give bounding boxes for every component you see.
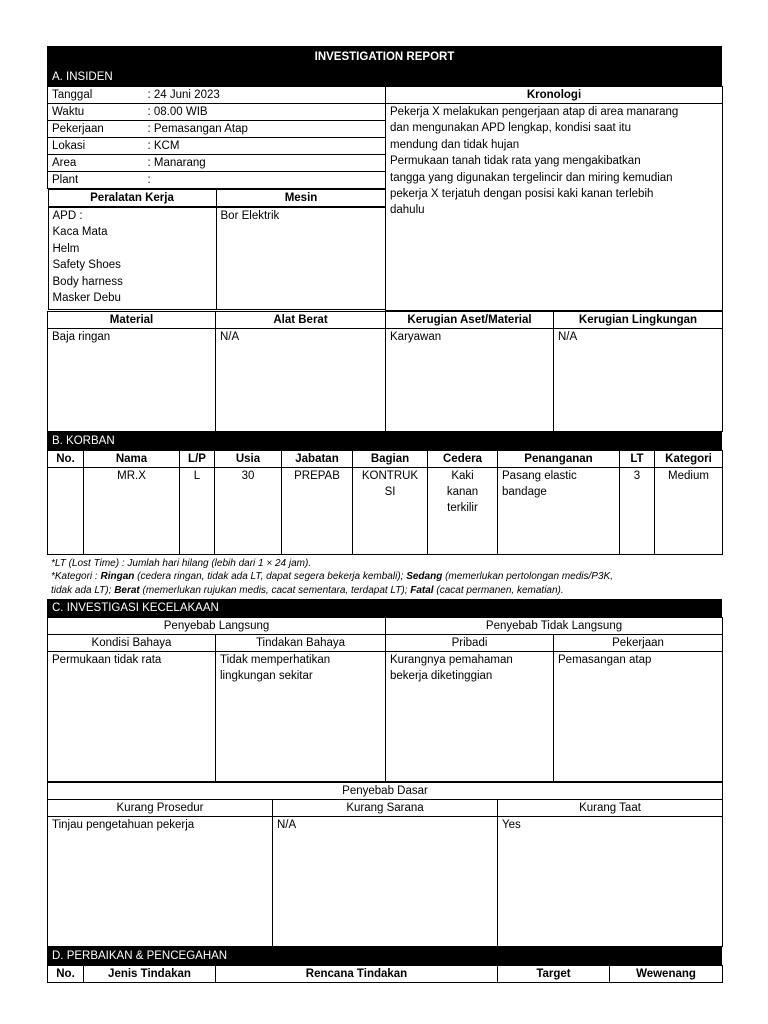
perbaikan-header-target: Target: [498, 966, 610, 983]
value-pribadi: [386, 652, 554, 782]
sub-header-kondisi-bahaya: Kondisi Bahaya: [48, 635, 216, 652]
section-d-header: D. PERBAIKAN & PENCEGAHAN: [48, 948, 722, 965]
value-kurang-prosedur: Tinjau pengetahuan pekerja: [48, 817, 273, 947]
korban-penanganan-line: Pasang elastic: [502, 469, 577, 482]
peralatan-list: [48, 208, 216, 310]
sub-header-pekerjaan: Pekerjaan: [554, 635, 723, 652]
korban-header-bagian: Bagian: [353, 450, 428, 467]
value-kondisi-bahaya: [48, 652, 216, 782]
korban-penanganan: [498, 467, 620, 554]
section-a-header: A. INSIDEN: [48, 69, 722, 86]
section-c-header: C. INVESTIGASI KECELAKAAN: [48, 600, 722, 617]
section-d-bar: [47, 947, 722, 965]
korban-bagian-line: KONTRUK: [361, 469, 419, 482]
value-line: Permukaan tidak rata: [52, 654, 162, 666]
value-kurang-taat: Yes: [498, 817, 723, 947]
peralatan-item: Body harness: [52, 275, 123, 288]
mesin-header: Mesin: [216, 190, 386, 207]
insiden-table: [47, 86, 723, 311]
korban-cedera: [428, 467, 498, 554]
loss-value-aset: Karyawan: [386, 328, 554, 431]
korban-no: [48, 467, 84, 554]
peralatan-item: Masker Debu: [52, 292, 121, 305]
loss-value-lingkungan: N/A: [554, 328, 723, 431]
loss-table: [47, 311, 723, 432]
field-value-plant: :: [144, 172, 386, 189]
note-kategori: [51, 570, 718, 584]
field-label-area: Area: [48, 155, 144, 172]
section-c-bar: [47, 599, 722, 617]
korban-notes: [47, 555, 722, 600]
table-row: [48, 467, 723, 554]
value-kurang-sarana: N/A: [273, 817, 498, 947]
mesin-value: Bor Elektrik: [216, 208, 386, 310]
penyebab-langsung-header: Penyebab Langsung: [48, 618, 386, 635]
korban-usia: 30: [215, 467, 282, 554]
korban-header-lt: LT: [620, 450, 655, 467]
field-value-lokasi: : KCM: [144, 138, 386, 155]
korban-lp: L: [180, 467, 215, 554]
kronologi-line: dahulu: [390, 204, 425, 217]
korban-header-nama: Nama: [84, 450, 180, 467]
field-label-waktu: Waktu: [48, 104, 144, 121]
value-line: Tidak memperhatikan: [220, 654, 331, 666]
korban-jabatan: PREPAB: [282, 467, 353, 554]
note-berat: Berat: [114, 584, 140, 596]
perbaikan-header-jenis: Jenis Tindakan: [84, 966, 216, 983]
loss-header-alat-berat: Alat Berat: [216, 311, 386, 328]
field-value-pekerjaan: : Pemasangan Atap: [144, 121, 386, 138]
note-kategori-line2: [51, 584, 718, 598]
korban-header-kategori: Kategori: [655, 450, 723, 467]
penyebab-dasar-table: [47, 782, 723, 947]
field-label-plant: Plant: [48, 172, 144, 189]
field-label-lokasi: Lokasi: [48, 138, 144, 155]
sub-header-pribadi: Pribadi: [386, 635, 554, 652]
note-fatal-desc: (cacat permanen, kematian).: [433, 584, 564, 596]
korban-bagian: [353, 467, 428, 554]
field-label-tanggal: Tanggal: [48, 87, 144, 104]
perbaikan-header-rencana: Rencana Tindakan: [216, 966, 498, 983]
korban-header-penanganan: Penanganan: [498, 450, 620, 467]
penyebab-dasar-header: Penyebab Dasar: [48, 783, 723, 800]
korban-cedera-line: kanan: [446, 485, 479, 498]
kronologi-header: Kronologi: [386, 87, 723, 104]
penyebab-tidak-langsung-header: Penyebab Tidak Langsung: [386, 618, 723, 635]
kronologi-line: tangga yang digunakan tergelincir dan miring kemudian: [390, 171, 673, 184]
loss-header-aset: Kerugian Aset/Material: [386, 311, 554, 328]
korban-kategori: Medium: [655, 467, 723, 554]
field-value-waktu: : 08.00 WIB: [144, 104, 386, 121]
peralatan-item: Kaca Mata: [52, 226, 108, 239]
korban-cedera-line: terkilir: [447, 502, 478, 515]
note-berat-desc: (memerlukan rujukan medis, cacat sementara, terdapat LT);: [139, 584, 411, 596]
value-pekerjaan: [554, 652, 723, 782]
sub-header-kurang-taat: Kurang Taat: [498, 800, 723, 817]
note-sedang-desc: (memerlukan pertolongan medis/P3K,: [442, 571, 613, 582]
investigasi-table: [47, 617, 723, 782]
kronologi-line: Permukaan tanah tidak rata yang mengakibatkan: [390, 155, 641, 168]
loss-header-lingkungan: Kerugian Lingkungan: [554, 311, 723, 328]
kronologi-line: pekerja X terjatuh dengan posisi kaki kanan terlebih: [390, 188, 654, 201]
kronologi-line: dan mengunakan APD lengkap, kondisi saat itu: [390, 122, 632, 135]
equipment-header-table: [48, 189, 386, 207]
note-sedang: Sedang: [406, 571, 443, 582]
korban-lt: 3: [620, 467, 655, 554]
perbaikan-table: [47, 965, 723, 983]
value-line: Pemasangan atap: [558, 654, 652, 666]
note-kategori-prefix: *Kategori :: [51, 571, 101, 582]
investigation-report: [47, 46, 722, 983]
korban-header-cedera: Cedera: [428, 450, 498, 467]
value-tindakan-bahaya: [216, 652, 386, 782]
value-line: Kurangnya pemahaman: [390, 654, 513, 666]
korban-table: [47, 450, 723, 555]
equipment-body-table: [48, 207, 386, 310]
note-ringan-desc: (cedera ringan, tidak ada LT, dapat segera bekerja kembali);: [134, 571, 407, 582]
value-line: bekerja diketinggian: [390, 670, 493, 683]
sub-header-kurang-prosedur: Kurang Prosedur: [48, 800, 273, 817]
sub-header-kurang-sarana: Kurang Sarana: [273, 800, 498, 817]
kronologi-line: mendung dan tidak hujan: [390, 138, 520, 151]
korban-nama: MR.X: [84, 467, 180, 554]
field-value-area: : Manarang: [144, 155, 386, 172]
perbaikan-header-no: No.: [48, 966, 84, 983]
equipment-header-wrap: [48, 189, 386, 208]
note-ringan: Ringan: [100, 571, 135, 582]
perbaikan-header-wewenang: Wewenang: [610, 966, 723, 983]
peralatan-header: Peralatan Kerja: [48, 190, 216, 207]
loss-header-material: Material: [48, 311, 216, 328]
peralatan-item: APD :: [52, 210, 83, 222]
korban-header-jabatan: Jabatan: [282, 450, 353, 467]
korban-penanganan-line: bandage: [502, 485, 547, 498]
kronologi-line: Pekerja X melakukan pengerjaan atap di area manarang: [390, 106, 679, 118]
loss-value-alat-berat: N/A: [216, 328, 386, 431]
report-header-table: [47, 46, 722, 86]
field-label-pekerjaan: Pekerjaan: [48, 121, 144, 138]
section-b-header: B. KORBAN: [48, 432, 722, 449]
korban-cedera-line: Kaki: [451, 469, 474, 482]
field-value-tanggal: : 24 Juni 2023: [144, 87, 386, 104]
korban-header-usia: Usia: [215, 450, 282, 467]
note-fatal: Fatal: [410, 584, 434, 596]
note-line2a: tidak ada LT);: [51, 584, 115, 596]
korban-note: [47, 555, 722, 600]
korban-header-lp: L/P: [180, 450, 215, 467]
report-title: INVESTIGATION REPORT: [48, 47, 722, 69]
equipment-body-wrap: [48, 207, 386, 310]
kronologi-text: [386, 104, 723, 311]
sub-header-tindakan-bahaya: Tindakan Bahaya: [216, 635, 386, 652]
loss-value-material: Baja ringan: [48, 328, 216, 431]
value-line: lingkungan sekitar: [220, 670, 313, 683]
korban-bagian-line: SI: [384, 485, 396, 498]
korban-header-no: No.: [48, 450, 84, 467]
peralatan-item: Helm: [52, 242, 80, 255]
section-b-bar: [47, 432, 722, 450]
note-lt: *LT (Lost Time) : Jumlah hari hilang (lebih dari 1 × 24 jam).: [51, 557, 312, 569]
peralatan-item: Safety Shoes: [52, 259, 121, 272]
